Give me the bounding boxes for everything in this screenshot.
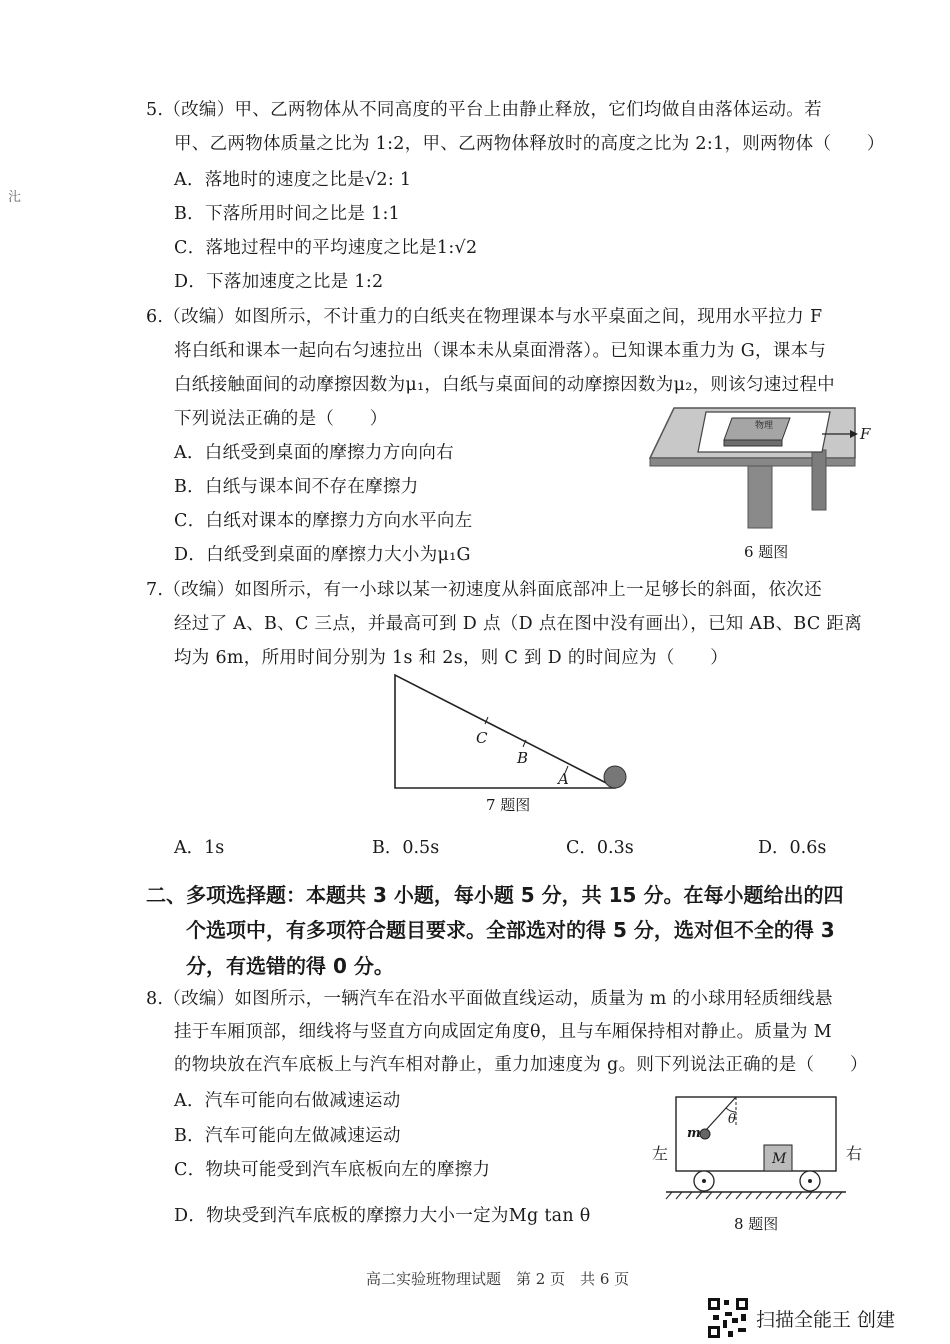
q8-stem-line-3: 的物块放在汽车底板上与汽车相对静止，重力加速度为 g。则下列说法正确的是（ ）: [174, 1055, 868, 1075]
figure-7-caption: 7 题图: [486, 796, 531, 814]
q5-option-c: C．落地过程中的平均速度之比是1:√2: [174, 238, 478, 258]
section-2-heading-line-1: 二、多项选择题：本题共 3 小题，每小题 5 分，共 15 分。在每小题给出的四: [146, 883, 844, 907]
figure-8-m-label: m: [687, 1126, 701, 1141]
q7-option-c: C．0.3s: [566, 838, 634, 858]
figure-6-force-label: F: [860, 425, 871, 443]
q6-stem-line-3: 白纸接触面间的动摩擦因数为μ₁，白纸与桌面间的动摩擦因数为μ₂，则该匀速过程中: [174, 375, 835, 395]
q6-option-d: D．白纸受到桌面的摩擦力大小为μ₁G: [174, 545, 471, 565]
scanner-brand-text: 扫描全能王 创建: [756, 1309, 896, 1331]
q8-option-c: C．物块可能受到汽车底板向左的摩擦力: [174, 1160, 491, 1180]
figure-7-point-c: C: [476, 729, 488, 747]
q7-stem-line-1: 7.（改编）如图所示，有一小球以某一初速度从斜面底部冲上一足够长的斜面，依次还: [146, 580, 822, 600]
q5-option-d: D．下落加速度之比是 1:2: [174, 272, 384, 292]
q6-option-b: B．白纸与课本间不存在摩擦力: [174, 477, 419, 497]
q5-stem-line-2: 甲、乙两物体质量之比为 1:2，甲、乙两物体释放时的高度之比为 2:1，则两物体（ ）: [174, 134, 885, 154]
q7-stem-line-3: 均为 6m，所用时间分别为 1s 和 2s，则 C 到 D 的时间应为（ ）: [174, 648, 729, 668]
q8-stem-line-2: 挂于车厢顶部，细线将与竖直方向成固定角度θ，且与车厢保持相对静止。质量为 M: [174, 1022, 832, 1042]
q6-stem-line-1: 6.（改编）如图所示，不计重力的白纸夹在物理课本与水平桌面之间，现用水平拉力 F: [146, 307, 823, 327]
figure-8-theta-label: θ: [728, 1112, 736, 1127]
section-2-heading-line-2: 个选项中，有多项符合题目要求。全部选对的得 5 分，选对但不全的得 3: [186, 918, 835, 942]
figure-8-M-label: M: [772, 1151, 787, 1167]
figure-7-point-a: A: [558, 770, 569, 788]
figure-6-book-label: 物理: [755, 421, 774, 431]
section-2-heading-line-3: 分，有选错的得 0 分。: [186, 954, 394, 978]
q5-option-b: B．下落所用时间之比是 1:1: [174, 204, 401, 224]
q8-option-a: A．汽车可能向右做减速运动: [174, 1091, 401, 1111]
figure-8-right-label: 右: [846, 1144, 863, 1163]
figure-8-car: [664, 1092, 864, 1212]
q6-stem-line-4: 下列说法正确的是（ ）: [174, 409, 388, 429]
q8-option-b: B．汽车可能向左做减速运动: [174, 1126, 401, 1146]
q6-stem-line-2: 将白纸和课本一起向右匀速拉出（课本未从桌面滑落）。已知课本重力为 G，课本与: [174, 341, 827, 361]
q8-stem-line-1: 8.（改编）如图所示，一辆汽车在沿水平面做直线运动，质量为 m 的小球用轻质细线悬: [146, 989, 833, 1009]
figure-7-incline: [392, 672, 632, 797]
figure-6-caption: 6 题图: [744, 543, 789, 561]
figure-8-caption: 8 题图: [734, 1215, 779, 1233]
page-footer: 高二实验班物理试题 第 2 页 共 6 页: [366, 1270, 630, 1288]
q7-option-a: A．1s: [174, 838, 225, 858]
q7-stem-line-2: 经过了 A、B、C 三点，并最高可到 D 点（D 点在图中没有画出），已知 AB、BC 距离: [174, 614, 863, 634]
figure-7-point-b: B: [517, 749, 529, 767]
q6-option-a: A．白纸受到桌面的摩擦力方向向右: [174, 443, 454, 463]
q5-option-a: A．落地时的速度之比是√2: 1: [174, 170, 412, 190]
q7-option-d: D．0.6s: [758, 838, 827, 858]
margin-mark: 㲺: [8, 190, 22, 205]
q6-option-c: C．白纸对课本的摩擦力方向水平向左: [174, 511, 473, 531]
qr-code-icon: [708, 1298, 748, 1338]
q8-option-d: D．物块受到汽车底板的摩擦力大小一定为Mg tan θ: [174, 1206, 591, 1226]
q7-option-b: B．0.5s: [372, 838, 440, 858]
q5-stem-line-1: 5.（改编）甲、乙两物体从不同高度的平台上由静止释放，它们均做自由落体运动。若: [146, 100, 822, 120]
figure-8-left-label: 左: [652, 1144, 669, 1163]
